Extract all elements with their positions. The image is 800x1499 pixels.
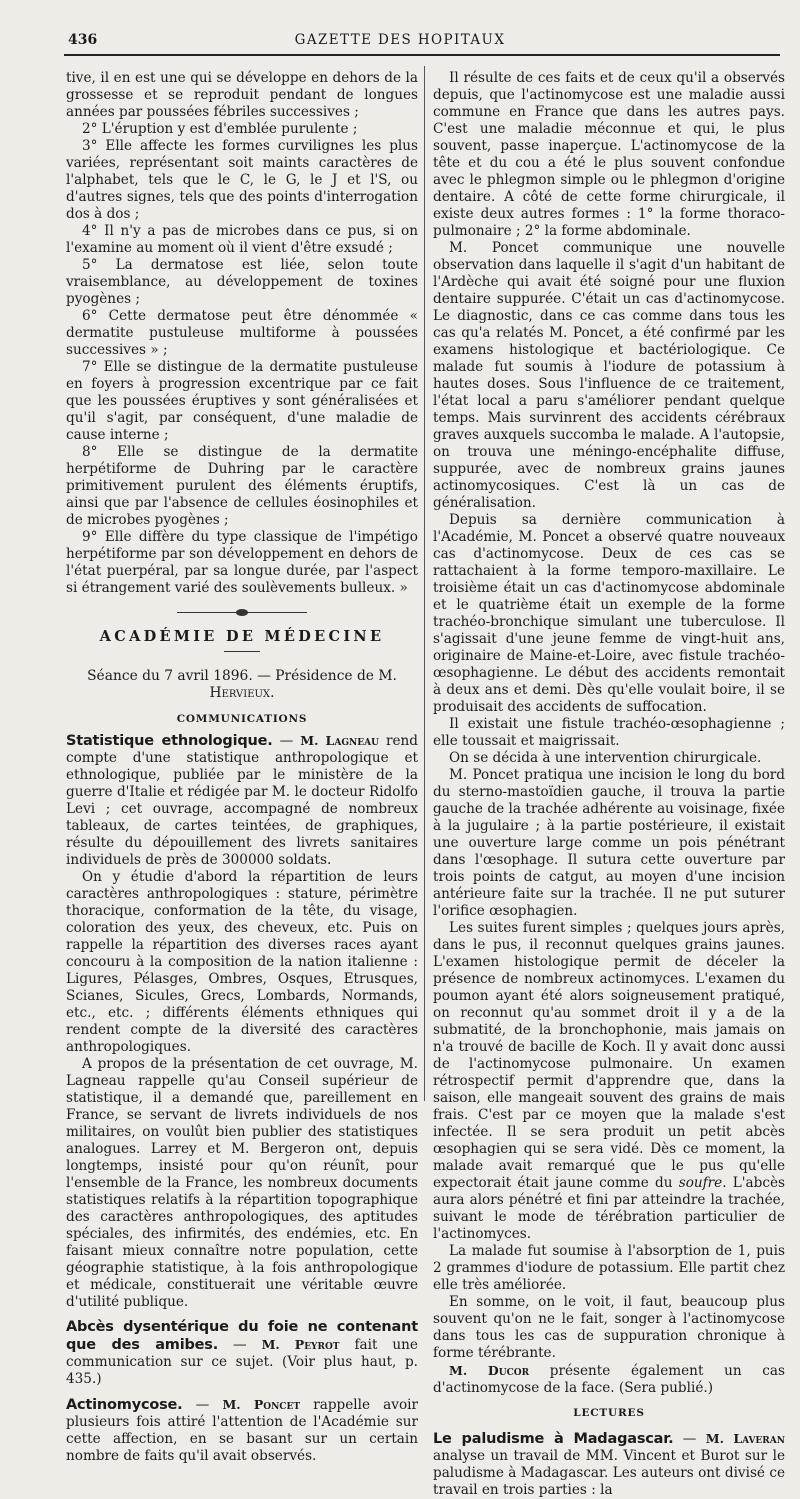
- paragraph: 9° Elle diffère du type classique de l'impétigo herpétiforme par son développement en dehors de l'état puerpéral, par sa longue durée, par l'aspect si étrangement varié des soulèvements bulleux. »: [66, 529, 418, 596]
- section-title: ACADÉMIE DE MÉDECINE: [99, 628, 385, 645]
- column-divider: [424, 66, 425, 1101]
- article-title: Actinomycose.: [66, 1397, 183, 1413]
- seance-prefix: Séance du 7 avril 1896. — Présidence de M.: [87, 668, 397, 684]
- article-author: M. Poncet: [222, 1397, 301, 1412]
- paragraph: Depuis sa dernière communication à l'Académie, M. Poncet a observé quatre nouveaux cas d'actinomycose. Deux de ces cas se rattachaient à la forme temporo-maxillaire. Le troisième était un cas d'actinomycose abdominale et le quatrième était un exemple de la forme trachéo-bronchique simulant une tuberculose. Il s'agissait d'une jeune femme de vingt-huit ans, originaire de Maine-et-Loire, avec fistule trachéo-œsophagienne. Le début des accidents remontait à deux ans et demi. Dès qu'elle voulait boire, il se produisait des accidents de suffocation.: [433, 512, 785, 715]
- article-abces: [66, 1319, 418, 1388]
- emphasis: soufre: [678, 1175, 723, 1191]
- article-author: M. Lagneau: [300, 733, 379, 748]
- paragraph-text: . L'abcès aura alors pénétré et fini par atteindre la trachée, suivant le mode de térébration particulier de l'actinomyces.: [433, 1175, 785, 1242]
- seance-line: [66, 668, 418, 702]
- article-title: Le paludisme à Madagascar.: [433, 1431, 674, 1447]
- article-text: rappelle avoir plusieurs fois attiré l'attention de l'Académie sur cette affection, en se basant sur un certain nombre de faits qu'il avait observés.: [66, 1397, 419, 1464]
- article-author: M. Laveran: [705, 1431, 785, 1446]
- article-author: M. Ducor: [449, 1363, 530, 1378]
- paragraph: 4° Il n'y a pas de microbes dans ce pus, si on l'examine au moment où il vient d'être exsudé ;: [66, 223, 418, 256]
- right-column: [433, 70, 785, 1499]
- paragraph: 2° L'éruption y est d'emblée purulente ;: [82, 121, 358, 137]
- paragraph: M. Poncet communique une nouvelle observation dans laquelle il s'agit d'un habitant de l'Ardèche qui avait été soigné pour une fluxion dentaire suppurée. C'était un cas d'actinomycose. Le diagnostic, dans ce cas comme dans tous les cas qu'a relatés M. Poncet, a été confirmé par les examens histologique et bactériologique. Ce malade fut soumis à l'iodure de potassium à hautes doses. Sous l'influence de ce traitement, l'état local a paru s'améliorer pendant quelque temps. Mais survinrent des accidents cérébraux graves auxquels succomba le malade. A l'autopsie, on trouva une méningo-encéphalite diffuse, suppurée, avec de nombreux grains jaunes actinomycosiques. C'est là un cas de généralisation.: [433, 240, 785, 511]
- page-header: [0, 0, 800, 60]
- article-ducor: [433, 1362, 785, 1397]
- president-name: Hervieux: [209, 685, 271, 701]
- header-rule: [64, 54, 780, 56]
- ornament-dot: [236, 609, 248, 616]
- paragraph: A propos de la présentation de cet ouvrage, M. Lagneau rappelle qu'au Conseil supérieur de statistique, il a demandé que, pareillement en France, se servant de livrets individuels de nos militaires, on voulût bien publier des statistiques analogues. Larrey et M. Bergeron ont, depuis longtemps, insisté pour qu'on réunît, pour l'ensemble de la France, les nombreux documents statistiques relatifs à la répartition topographique des caractères anthropologiques, des aptitudes spéciales, des infirmités, des endémies, etc. En faisant mieux connaître notre population, cette géographie statistique, à la fois anthropologique et médicale, constituerait une véritable œuvre d'utilité publique.: [66, 1056, 418, 1310]
- paragraph: On se décida à une intervention chirurgicale.: [449, 750, 762, 766]
- article-title: Abcès dysentérique du foie ne contenant que des amibes.: [66, 1319, 418, 1353]
- article-text: présente également un cas d'actinomycose de la face. (Sera publié.): [433, 1363, 785, 1396]
- page-number: 436: [68, 32, 98, 48]
- article-text: analyse un travail de MM. Vincent et Burot sur le paludisme à Madagascar. Les auteurs ont divisé ce travail en trois parties : la: [433, 1448, 785, 1498]
- short-rule: [224, 651, 260, 652]
- paragraph: [433, 920, 785, 1243]
- paragraph: 7° Elle se distingue de la dermatite pustuleuse en foyers à progression excentrique par ce fait que les poussées éruptives y sont généralisées et qu'il s'agit, par conséquent, d'une maladie de cause interne ;: [66, 359, 418, 443]
- paragraph: La malade fut soumise à l'absorption de 1, puis 2 grammes d'iodure de potassium. Elle partit chez elle très améliorée.: [433, 1243, 785, 1293]
- paragraph: 5° La dermatose est liée, selon toute vraisemblance, au développement de toxines pyogènes ;: [66, 257, 418, 307]
- article-text: rend compte d'une statistique anthropologique et ethnologique, publiée par le ministère de la guerre d'Italie et rédigée par M. le docteur Ridolfo Levi ; cet ouvrage, accompagné de nombreux tableaux, de cartes teintées, de graphiques, résulte du dépouillement des livrets sanitaires individuels de près de 300000 soldats.: [66, 733, 418, 868]
- dash: —: [673, 1431, 706, 1447]
- section-ornament: [177, 609, 307, 616]
- article-statistique: Statistique ethnologique. — M. Lagneau rend compte d'une statistique anthropologique et ethnologique, publiée par le ministère de la guerre d'Italie et rédigée par M. le docteur Ridolfo Levi ; cet ouvrage, accompagné de nombreux tableaux, de cartes teintées, de graphiques, résulte du dépouillement des livrets sanitaires individuels de près de 300000 soldats.: [66, 733, 418, 868]
- paragraph: Il résulte de ces faits et de ceux qu'il a observés depuis, que l'actinomycose est une maladie aussi commune en France que dans les autres pays. C'est une maladie méconnue et qui, le plus souvent, passe inaperçue. L'actinomycose de la tête et du cou a été le plus souvent confondue avec le phlegmon simple ou le phlegmon d'origine dentaire. A côté de cette forme chirurgicale, il existe deux autres formes : 1° la forme thoraco-pulmonaire ; 2° la forme abdominale.: [433, 70, 785, 239]
- article-title: Statistique ethnologique.: [66, 733, 273, 749]
- dash: —: [218, 1337, 262, 1353]
- paragraph: On y étudie d'abord la répartition de leurs caractères anthropologiques : stature, périmètre thoracique, conformation de la tête, du visage, coloration des yeux, des cheveux, etc. Puis on rappelle la répartition des diverses races ayant concouru à la composition de la nation italienne : Ligures, Pélasges, Ombres, Osques, Etrusques, Scianes, Sicules, Grecs, Lombards, Normands, etc., etc. ; différents éléments ethniques qui rendent compte de la diversité des caractères anthropologiques.: [66, 869, 418, 1055]
- paragraph-text: Les suites furent simples ; quelques jours après, dans le pus, il reconnut quelques grains jaunes. L'examen histologique permit de déceler la présence de nombreux actinomyces. L'examen du poumon ayant été alors soigneusement pratiqué, on reconnut qu'au sommet droit il y a de la submatité, de la bronchophonie, mais jamais on n'a trouvé de bacille de Koch. Il y avait donc aussi de l'actinomycose pulmonaire. Un examen rétrospectif permit d'apprendre que, dans la saison, elle mangeait souvent des grains de mais frais. C'est par ce moyen que la malade s'est infectée. Il se sera produit un petit abcès œsophagien qui se sera vidé. Dès ce moment, la malade avait remarqué que le pus qu'elle expectorait était jaune comme du: [433, 920, 785, 1191]
- paragraph: M. Poncet pratiqua une incision le long du bord du sterno-mastoïdien gauche, il trouva la partie gauche de la trachée adhérente au voisinage, fixée à la jugulaire ; à la partie postérieure, il existait une ouverture large comme un pois pénétrant dans l'œsophage. Il sutura cette ouverture par trois points de catgut, au moyen d'une incision antérieure faite sur la trachée. Il ne put suturer l'orifice œsophagien.: [433, 767, 785, 919]
- article-text: fait une communication sur ce sujet. (Voir plus haut, p. 435.): [66, 1337, 418, 1387]
- paragraph: 6° Cette dermatose peut être dénommée « dermatite pustuleuse multiforme à poussées successives » ;: [66, 308, 418, 358]
- article-paludisme: [433, 1430, 785, 1499]
- article-actinomycose: [66, 1396, 418, 1465]
- paragraph: 8° Elle se distingue de la dermatite herpétiforme de Duhring par le caractère primitivement purulent des éléments éruptifs, ainsi que par l'absence de cellules éosinophiles et de microbes pyogènes ;: [66, 444, 418, 528]
- paragraph: tive, il en est une qui se développe en dehors de la grossesse et se reproduit pendant de longues années par poussées fébriles successives ;: [66, 70, 418, 120]
- communications-heading: COMMUNICATIONS: [176, 713, 308, 725]
- journal-title: GAZETTE DES HOPITAUX: [294, 32, 506, 48]
- lectures-heading: LECTURES: [573, 1407, 645, 1419]
- paragraph: 3° Elle affecte les formes curvilignes les plus variées, représentant soit maints caractères de l'alphabet, tels que le C, le G, le J et l'S, ou d'autres signes, tels que des points d'interrogation dos à dos ;: [66, 138, 418, 222]
- paragraph: Il existait une fistule trachéo-œsophagienne ; elle toussait et maigrissait.: [433, 716, 785, 749]
- article-author: M. Peyrot: [261, 1337, 340, 1352]
- seance-suffix: .: [270, 685, 275, 701]
- paragraph: En somme, on le voit, il faut, beaucoup plus souvent qu'on ne le fait, songer à l'actinomycose dans tous les cas de suppuration chronique à forme térébrante.: [433, 1294, 785, 1361]
- left-column: [66, 70, 418, 1465]
- dash: —: [182, 1397, 223, 1413]
